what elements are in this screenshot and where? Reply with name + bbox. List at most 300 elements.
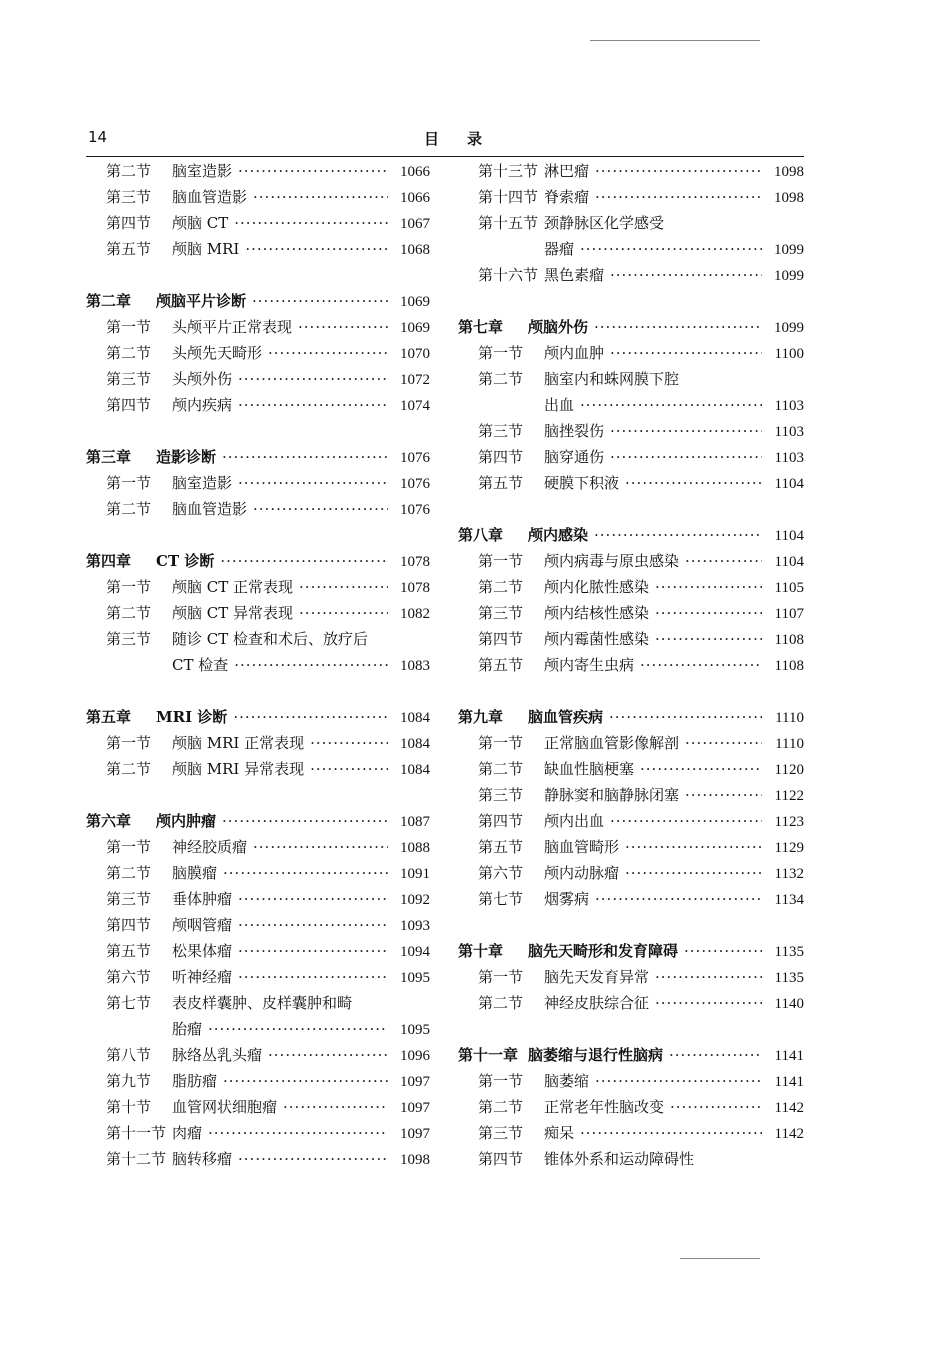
entry-label: 第十章 <box>458 942 504 960</box>
toc-section-entry <box>86 394 430 420</box>
toc-section-entry <box>458 758 804 784</box>
entry-title: 脑室造影 <box>172 162 233 180</box>
dot-leader <box>220 552 388 570</box>
dot-leader <box>208 1124 388 1142</box>
entry-label: 第三节 <box>106 188 152 206</box>
entry-title: 脂肪瘤 <box>172 1072 218 1090</box>
entry-label: 第三节 <box>106 370 152 388</box>
entry-title: 头颅平片正常表现 <box>172 318 293 336</box>
entry-label: 第五节 <box>478 838 524 856</box>
entry-title: 颅脑 MRI 异常表现 <box>172 760 305 778</box>
entry-title: 颅咽管瘤 <box>172 916 233 934</box>
toc-section-entry <box>86 628 430 654</box>
entry-page-number: 1094 <box>400 944 430 960</box>
dot-leader <box>655 994 762 1012</box>
entry-page-number: 1068 <box>400 242 430 258</box>
dot-leader <box>580 1124 762 1142</box>
dot-leader <box>655 630 762 648</box>
toc-section-entry <box>86 602 430 628</box>
dot-leader <box>234 656 388 674</box>
entry-label: 第四节 <box>106 396 152 414</box>
toc-chapter-entry <box>86 550 430 576</box>
entry-page-number: 1099 <box>774 268 804 284</box>
entry-title: 痴呆 <box>544 1124 575 1142</box>
toc-section-entry <box>86 316 430 342</box>
toc-section-entry <box>458 472 804 498</box>
dot-leader <box>610 422 762 440</box>
entry-title: 颅脑 MRI <box>172 240 240 258</box>
entry-page-number: 1107 <box>774 606 804 622</box>
entry-page-number: 1076 <box>400 450 430 466</box>
entry-label: 第一节 <box>478 968 524 986</box>
entry-title: CT 诊断 <box>156 552 215 570</box>
entry-label: 第四节 <box>478 1150 524 1168</box>
toc-section-entry <box>86 238 430 264</box>
toc-chapter-entry <box>458 940 804 966</box>
entry-title: 脑先天发育异常 <box>544 968 650 986</box>
entry-title: 黑色素瘤 <box>544 266 605 284</box>
page-header <box>86 126 804 157</box>
entry-title: 器瘤 <box>544 240 575 258</box>
entry-title: 正常老年性脑改变 <box>544 1098 665 1116</box>
entry-label: 第十节 <box>106 1098 152 1116</box>
entry-page-number: 1104 <box>774 554 804 570</box>
toc-section-entry <box>458 550 804 576</box>
dot-leader <box>222 812 388 830</box>
toc-section-entry <box>458 212 804 238</box>
toc-section-entry <box>458 1148 804 1174</box>
entry-title: 听神经瘤 <box>172 968 233 986</box>
toc-section-entry <box>86 212 430 238</box>
entry-page-number: 1140 <box>774 996 804 1012</box>
dot-leader <box>268 1046 388 1064</box>
entry-title: 颅脑 MRI 正常表现 <box>172 734 305 752</box>
entry-label: 第四节 <box>478 448 524 466</box>
dot-leader <box>253 188 388 206</box>
entry-title: 脑血管畸形 <box>544 838 620 856</box>
entry-title: 颅脑 CT 异常表现 <box>172 604 294 622</box>
entry-label: 第八节 <box>106 1046 152 1064</box>
entry-label: 第一节 <box>478 1072 524 1090</box>
entry-page-number: 1069 <box>400 320 430 336</box>
toc-section-entry <box>86 862 430 888</box>
toc-section-entry <box>86 732 430 758</box>
entry-page-number: 1141 <box>774 1074 804 1090</box>
toc-section-entry <box>86 368 430 394</box>
dot-leader <box>640 760 762 778</box>
toc-section-entry <box>86 1148 430 1174</box>
toc-section-entry <box>458 784 804 810</box>
dot-leader <box>223 1072 388 1090</box>
toc-section-entry <box>86 1044 430 1070</box>
entry-title: 头颅外伤 <box>172 370 233 388</box>
entry-title: 神经皮肤综合征 <box>544 994 650 1012</box>
entry-title: 出血 <box>544 396 575 414</box>
entry-title: 静脉窦和脑静脉闭塞 <box>544 786 680 804</box>
toc-chapter-entry <box>86 290 430 316</box>
dot-leader <box>640 656 762 674</box>
toc-section-entry <box>458 1096 804 1122</box>
toc-section-entry <box>458 238 804 264</box>
entry-label: 第七章 <box>458 318 504 336</box>
dot-leader <box>238 916 388 934</box>
entry-label: 第三节 <box>478 786 524 804</box>
entry-page-number: 1132 <box>774 866 804 882</box>
entry-title: 脑膜瘤 <box>172 864 218 882</box>
dot-leader <box>238 474 388 492</box>
entry-label: 第三节 <box>478 604 524 622</box>
toc-section-entry <box>458 836 804 862</box>
entry-label: 第一节 <box>106 474 152 492</box>
entry-label: 第二节 <box>106 760 152 778</box>
entry-title: 颅内肿瘤 <box>156 812 217 830</box>
toc-section-entry <box>86 498 430 524</box>
entry-title: 脑挫裂伤 <box>544 422 605 440</box>
dot-leader <box>610 812 762 830</box>
dot-leader <box>299 604 388 622</box>
toc-chapter-entry <box>86 706 430 732</box>
dot-leader <box>595 188 762 206</box>
entry-page-number: 1066 <box>400 190 430 206</box>
dot-leader <box>685 786 762 804</box>
entry-title: 颅内化脓性感染 <box>544 578 650 596</box>
entry-page-number: 1076 <box>400 502 430 518</box>
dot-leader <box>684 942 762 960</box>
entry-title: 神经胶质瘤 <box>172 838 248 856</box>
entry-label: 第二节 <box>478 370 524 388</box>
entry-label: 第十一节 <box>106 1124 167 1142</box>
entry-page-number: 1098 <box>774 190 804 206</box>
entry-label: 第一节 <box>106 838 152 856</box>
entry-title: 颅内出血 <box>544 812 605 830</box>
entry-page-number: 1098 <box>400 1152 430 1168</box>
entry-title: 表皮样囊肿、皮样囊肿和畸 <box>172 994 353 1012</box>
dot-leader <box>268 344 388 362</box>
entry-label: 第二章 <box>86 292 132 310</box>
toc-section-entry <box>458 654 804 680</box>
entry-title: 颅内血肿 <box>544 344 605 362</box>
toc-section-entry <box>458 264 804 290</box>
entry-title: 锥体外系和运动障碍性 <box>544 1150 695 1168</box>
dot-leader <box>253 500 388 518</box>
dot-leader <box>223 864 388 882</box>
dot-leader <box>298 318 388 336</box>
entry-label: 第七节 <box>106 994 152 1012</box>
toc-section-entry <box>86 472 430 498</box>
entry-page-number: 1072 <box>400 372 430 388</box>
toc-section-entry <box>458 160 804 186</box>
toc-section-entry <box>86 888 430 914</box>
dot-leader <box>238 1150 388 1168</box>
entry-page-number: 1076 <box>400 476 430 492</box>
entry-title: 颅脑平片诊断 <box>156 292 247 310</box>
dot-leader <box>670 1098 762 1116</box>
entry-label: 第四章 <box>86 552 132 570</box>
dot-leader <box>609 708 762 726</box>
toc-section-entry <box>86 914 430 940</box>
entry-page-number: 1103 <box>774 398 804 414</box>
entry-title: 颅脑 CT 正常表现 <box>172 578 294 596</box>
dot-leader <box>610 344 762 362</box>
toc-section-entry <box>86 992 430 1018</box>
toc-section-entry <box>458 966 804 992</box>
entry-title: 颅内寄生虫病 <box>544 656 635 674</box>
entry-title: 肉瘤 <box>172 1124 203 1142</box>
toc-section-entry <box>458 888 804 914</box>
toc-section-entry <box>86 1018 430 1044</box>
entry-label: 第五节 <box>478 656 524 674</box>
entry-page-number: 1078 <box>400 554 430 570</box>
dot-leader <box>238 968 388 986</box>
entry-title: 缺血性脑梗塞 <box>544 760 635 778</box>
entry-label: 第三节 <box>478 422 524 440</box>
entry-title: 脑穿通伤 <box>544 448 605 466</box>
dot-leader <box>669 1046 762 1064</box>
dot-leader <box>685 552 762 570</box>
entry-title: 颈静脉区化学感受 <box>544 214 665 232</box>
entry-title: 脉络丛乳头瘤 <box>172 1046 263 1064</box>
scan-artifact-bottom <box>680 1258 760 1259</box>
entry-page-number: 1104 <box>774 476 804 492</box>
entry-title: 颅内霉菌性感染 <box>544 630 650 648</box>
entry-label: 第十五节 <box>478 214 539 232</box>
dot-leader <box>238 370 388 388</box>
dot-leader <box>238 396 388 414</box>
dot-leader <box>625 474 762 492</box>
entry-page-number: 1091 <box>400 866 430 882</box>
entry-label: 第十一章 <box>458 1046 519 1064</box>
entry-title: 硬膜下积液 <box>544 474 620 492</box>
toc-chapter-entry <box>458 1044 804 1070</box>
entry-title: 正常脑血管影像解剖 <box>544 734 680 752</box>
entry-title: 造影诊断 <box>156 448 217 466</box>
entry-page-number: 1097 <box>400 1100 430 1116</box>
entry-title: 颅内动脉瘤 <box>544 864 620 882</box>
entry-page-number: 1070 <box>400 346 430 362</box>
entry-label: 第三节 <box>478 1124 524 1142</box>
entry-label: 第一节 <box>478 552 524 570</box>
toc-section-entry <box>458 394 804 420</box>
entry-page-number: 1083 <box>400 658 430 674</box>
dot-leader <box>655 578 762 596</box>
entry-page-number: 1099 <box>774 242 804 258</box>
toc-section-entry <box>86 1122 430 1148</box>
dot-leader <box>234 214 388 232</box>
entry-label: 第十二节 <box>106 1150 167 1168</box>
entry-page-number: 1141 <box>774 1048 804 1064</box>
entry-page-number: 1123 <box>774 814 804 830</box>
dot-leader <box>238 162 388 180</box>
toc-chapter-entry <box>86 810 430 836</box>
dot-leader <box>610 448 762 466</box>
entry-title: 随诊 CT 检查和术后、放疗后 <box>172 630 369 648</box>
toc-section-entry <box>86 160 430 186</box>
entry-page-number: 1092 <box>400 892 430 908</box>
entry-page-number: 1069 <box>400 294 430 310</box>
entry-page-number: 1088 <box>400 840 430 856</box>
entry-page-number: 1084 <box>400 736 430 752</box>
dot-leader <box>252 292 388 310</box>
entry-title: 脊索瘤 <box>544 188 590 206</box>
entry-label: 第一节 <box>478 344 524 362</box>
dot-leader <box>594 526 762 544</box>
toc-section-entry <box>458 368 804 394</box>
toc-section-entry <box>86 576 430 602</box>
dot-leader <box>208 1020 388 1038</box>
entry-label: 第二节 <box>478 994 524 1012</box>
entry-title: 颅脑外伤 <box>528 318 589 336</box>
entry-page-number: 1142 <box>774 1100 804 1116</box>
entry-label: 第二节 <box>106 864 152 882</box>
toc-section-entry <box>458 446 804 472</box>
entry-title: 脑萎缩与退行性脑病 <box>528 1046 664 1064</box>
entry-label: 第五章 <box>86 708 132 726</box>
entry-page-number: 1100 <box>774 346 804 362</box>
entry-page-number: 1108 <box>774 658 804 674</box>
dot-leader <box>299 578 388 596</box>
page-title: 目录 <box>424 130 511 148</box>
toc-section-entry <box>458 186 804 212</box>
entry-label: 第二节 <box>478 578 524 596</box>
entry-page-number: 1135 <box>774 970 804 986</box>
entry-page-number: 1120 <box>774 762 804 778</box>
dot-leader <box>594 318 762 336</box>
dot-leader <box>655 604 762 622</box>
dot-leader <box>625 864 762 882</box>
entry-label: 第六节 <box>478 864 524 882</box>
dot-leader <box>595 162 762 180</box>
entry-page-number: 1129 <box>774 840 804 856</box>
entry-title: 垂体肿瘤 <box>172 890 233 908</box>
entry-title: 脑先天畸形和发育障碍 <box>528 942 679 960</box>
entry-title: 烟雾病 <box>544 890 590 908</box>
toc-section-entry <box>458 342 804 368</box>
toc-section-entry <box>86 1096 430 1122</box>
entry-label: 第三节 <box>106 630 152 648</box>
entry-page-number: 1066 <box>400 164 430 180</box>
entry-label: 第一节 <box>106 578 152 596</box>
entry-label: 第四节 <box>106 214 152 232</box>
entry-page-number: 1110 <box>775 736 804 752</box>
entry-label: 第二节 <box>478 760 524 778</box>
entry-label: 第三节 <box>106 890 152 908</box>
entry-title: 脑室造影 <box>172 474 233 492</box>
toc-chapter-entry <box>86 446 430 472</box>
entry-label: 第八章 <box>458 526 504 544</box>
toc-section-entry <box>86 186 430 212</box>
entry-label: 第二节 <box>106 604 152 622</box>
entry-label: 第十三节 <box>478 162 539 180</box>
dot-leader <box>245 240 388 258</box>
entry-title: CT 检查 <box>172 656 229 674</box>
dot-leader <box>238 890 388 908</box>
entry-label: 第二节 <box>106 344 152 362</box>
toc-left-column <box>86 160 430 1174</box>
entry-label: 第一节 <box>478 734 524 752</box>
entry-title: 胎瘤 <box>172 1020 203 1038</box>
entry-label: 第六章 <box>86 812 132 830</box>
dot-leader <box>595 890 762 908</box>
entry-page-number: 1084 <box>400 762 430 778</box>
entry-label: 第九节 <box>106 1072 152 1090</box>
dot-leader <box>233 708 388 726</box>
entry-page-number: 1078 <box>400 580 430 596</box>
toc-chapter-entry <box>458 524 804 550</box>
entry-label: 第一节 <box>106 318 152 336</box>
entry-label: 第四节 <box>478 630 524 648</box>
entry-title: 淋巴瘤 <box>544 162 590 180</box>
entry-page-number: 1142 <box>774 1126 804 1142</box>
entry-page-number: 1103 <box>774 424 804 440</box>
entry-title: 颅内结核性感染 <box>544 604 650 622</box>
entry-label: 第十四节 <box>478 188 539 206</box>
toc-section-entry <box>458 810 804 836</box>
entry-label: 第二节 <box>478 1098 524 1116</box>
toc-chapter-entry <box>458 706 804 732</box>
toc-section-entry <box>86 966 430 992</box>
toc-chapter-entry <box>458 316 804 342</box>
toc-section-entry <box>458 992 804 1018</box>
entry-title: 脑血管造影 <box>172 500 248 518</box>
entry-page-number: 1093 <box>400 918 430 934</box>
dot-leader <box>610 266 762 284</box>
dot-leader <box>685 734 762 752</box>
entry-label: 第三章 <box>86 448 132 466</box>
entry-page-number: 1074 <box>400 398 430 414</box>
entry-label: 第九章 <box>458 708 504 726</box>
entry-label: 第四节 <box>106 916 152 934</box>
entry-title: 脑萎缩 <box>544 1072 590 1090</box>
entry-label: 第五节 <box>106 240 152 258</box>
entry-page-number: 1134 <box>774 892 804 908</box>
entry-page-number: 1098 <box>774 164 804 180</box>
entry-title: 脑血管疾病 <box>528 708 604 726</box>
entry-label: 第四节 <box>478 812 524 830</box>
dot-leader <box>625 838 762 856</box>
entry-page-number: 1097 <box>400 1074 430 1090</box>
entry-label: 第七节 <box>478 890 524 908</box>
entry-title: 颅内感染 <box>528 526 589 544</box>
toc-section-entry <box>86 940 430 966</box>
entry-title: MRI 诊断 <box>156 708 228 726</box>
entry-page-number: 1095 <box>400 970 430 986</box>
dot-leader <box>222 448 388 466</box>
entry-page-number: 1096 <box>400 1048 430 1064</box>
entry-page-number: 1067 <box>400 216 430 232</box>
entry-page-number: 1103 <box>774 450 804 466</box>
dot-leader <box>310 734 388 752</box>
entry-title: 血管网状细胞瘤 <box>172 1098 278 1116</box>
entry-label: 第六节 <box>106 968 152 986</box>
page-number: 14 <box>88 128 108 146</box>
dot-leader <box>283 1098 388 1116</box>
toc-right-column <box>458 160 804 1174</box>
entry-page-number: 1087 <box>400 814 430 830</box>
entry-page-number: 1099 <box>774 320 804 336</box>
toc-section-entry <box>86 654 430 680</box>
entry-page-number: 1122 <box>774 788 804 804</box>
entry-label: 第二节 <box>106 162 152 180</box>
dot-leader <box>580 240 762 258</box>
entry-label: 第一节 <box>106 734 152 752</box>
entry-page-number: 1082 <box>400 606 430 622</box>
entry-title: 松果体瘤 <box>172 942 233 960</box>
entry-title: 颅脑 CT <box>172 214 229 232</box>
dot-leader <box>310 760 388 778</box>
entry-page-number: 1135 <box>774 944 804 960</box>
entry-title: 脑血管造影 <box>172 188 248 206</box>
entry-label: 第五节 <box>106 942 152 960</box>
